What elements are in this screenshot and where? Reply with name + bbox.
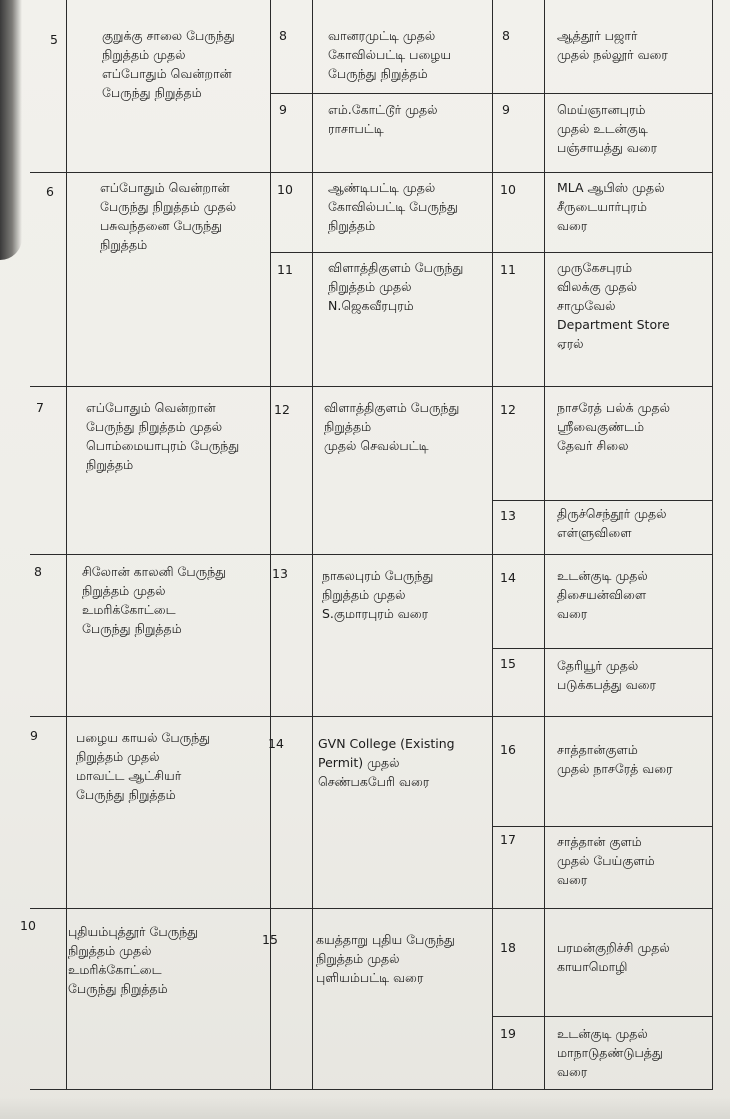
serial-number: 7 (36, 400, 44, 415)
new-route-number: 13 (500, 508, 516, 523)
existing-route-text: GVN College (Existing Permit) முதல் செண்பகபேரி வரை (318, 736, 455, 789)
new-route-text: மெய்ஞானபுரம் முதல் உடன்குடி பஞ்சாயத்து வரை (557, 102, 658, 155)
new-route-number: 18 (500, 940, 516, 955)
new-route-number: 10 (500, 182, 516, 197)
serial-number: 5 (50, 32, 58, 47)
existing-route-number: 15 (262, 932, 278, 947)
new-route-text: தேரியூர் முதல் படுக்கபத்து வரை (557, 658, 656, 692)
serial-number: 8 (34, 564, 42, 579)
new-route-text: உடன்குடி முதல் திசையன்விளை வரை (557, 568, 648, 621)
new-route-text: பரமன்குறிச்சி முதல் காயாமொழி (557, 940, 670, 974)
existing-route-text: நாகலபுரம் பேருந்து நிறுத்தம் முதல் S.குமாரபுரம் வரை (322, 568, 434, 621)
route-text: எப்போதும் வென்றான் பேருந்து நிறுத்தம் முதல் பொம்மையாபுரம் பேருந்து நிறுத்தம் (86, 400, 240, 472)
new-route-text: சாத்தான் குளம் முதல் பேய்குளம் வரை (557, 834, 655, 887)
new-route-number: 17 (500, 832, 516, 847)
serial-number: 9 (30, 728, 38, 743)
existing-route-number: 13 (272, 566, 288, 581)
new-route-number: 14 (500, 570, 516, 585)
existing-route-number: 10 (277, 182, 293, 197)
route-text: பழைய காயல் பேருந்து நிறுத்தம் முதல் மாவட்ட ஆட்சியர் பேருந்து நிறுத்தம் (76, 730, 211, 802)
page-curl-shadow (0, 0, 22, 260)
serial-number: 10 (20, 918, 36, 933)
existing-route-text: ஆண்டிபட்டி முதல் கோவில்பட்டி பேருந்து நிறுத்தம் (328, 180, 458, 233)
serial-number: 6 (46, 184, 54, 199)
existing-route-number: 11 (277, 262, 293, 277)
route-text: எப்போதும் வென்றான் பேருந்து நிறுத்தம் முதல் பசுவந்தனை பேருந்து நிறுத்தம் (100, 180, 237, 252)
route-text: குறுக்கு சாலை பேருந்து நிறுத்தம் முதல் எப்போதும் வென்றான் பேருந்து நிறுத்தம் (102, 28, 235, 100)
existing-route-number: 9 (279, 102, 287, 117)
existing-route-number: 12 (274, 402, 290, 417)
route-text: புதியம்புத்தூர் பேருந்து நிறுத்தம் முதல் உமரிக்கோட்டை பேருந்து நிறுத்தம் (68, 924, 199, 996)
existing-route-number: 14 (268, 736, 284, 751)
page-bottom-shade (0, 1097, 730, 1119)
existing-route-text: கயத்தாறு புதிய பேருந்து நிறுத்தம் முதல் புளியம்பட்டி வரை (316, 932, 455, 985)
new-route-number: 9 (502, 102, 510, 117)
new-route-text: MLA ஆபிஸ் முதல் சீருடையார்புரம் வரை (557, 180, 665, 233)
new-route-text: நாசரேத் பல்க் முதல் ஸ்ரீவைகுண்டம் தேவர் சிலை (557, 400, 670, 453)
new-route-number: 12 (500, 402, 516, 417)
new-route-text: உடன்குடி முதல் மாநாடுதண்டுபத்து வரை (557, 1026, 663, 1079)
existing-route-text: வானரமுட்டி முதல் கோவில்பட்டி பழைய பேருந்து நிறுத்தம் (328, 28, 452, 81)
new-route-text: ஆத்தூர் பஜார் முதல் நல்லூர் வரை (557, 28, 668, 62)
existing-route-text: எம்.கோட்டூர் முதல் ராசாபட்டி (328, 102, 438, 136)
new-route-number: 16 (500, 742, 516, 757)
new-route-number: 15 (500, 656, 516, 671)
new-route-text: திருச்செந்தூர் முதல் எள்ளுவிளை (557, 506, 667, 540)
existing-route-text: விளாத்திகுளம் பேருந்து நிறுத்தம் முதல் செவல்பட்டி (324, 400, 460, 453)
existing-route-number: 8 (279, 28, 287, 43)
route-text: சிலோன் காலனி பேருந்து நிறுத்தம் முதல் உமரிக்கோட்டை பேருந்து நிறுத்தம் (82, 564, 227, 636)
new-route-text: முருகேசபுரம் விலக்கு முதல் சாமுவேல் Department Store ஏரல் (557, 260, 670, 351)
existing-route-text: விளாத்திகுளம் பேருந்து நிறுத்தம் முதல் N.ஜெகவீரபுரம் (328, 260, 464, 313)
new-route-number: 11 (500, 262, 516, 277)
new-route-number: 19 (500, 1026, 516, 1041)
new-route-number: 8 (502, 28, 510, 43)
new-route-text: சாத்தான்குளம் முதல் நாசரேத் வரை (557, 742, 673, 776)
